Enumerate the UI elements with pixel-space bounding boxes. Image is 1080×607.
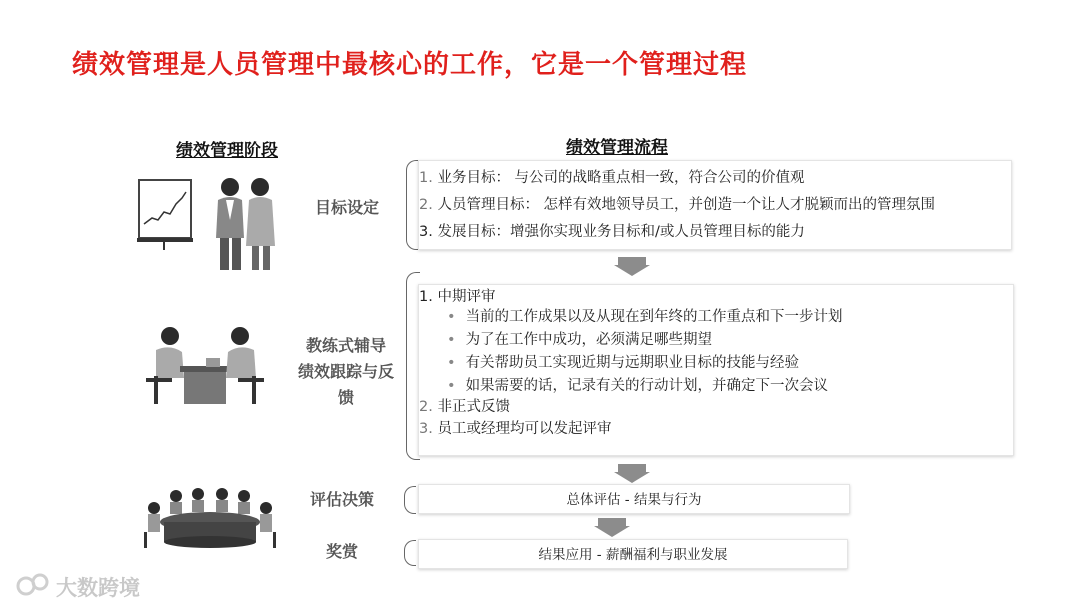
down-arrow-icon bbox=[594, 516, 630, 538]
bracket bbox=[404, 540, 416, 566]
page-title: 绩效管理是人员管理中最核心的工作，它是一个管理过程 bbox=[72, 50, 748, 80]
evaluation-box: 总体评估 - 结果与行为 bbox=[418, 484, 850, 514]
coaching-bullet: • 如果需要的话，记录有关的行动计划，并确定下一次会议 bbox=[447, 378, 829, 394]
goal-item-3: 3. 发展目标：增强你实现业务目标和/或人员管理目标的能力 bbox=[419, 224, 805, 240]
stage-reward: 奖赏 bbox=[325, 542, 358, 561]
coaching-bullet: • 当前的工作成果以及从现在到年终的工作重点和下一步计划 bbox=[447, 309, 843, 325]
coaching-meeting-icon bbox=[140, 318, 270, 408]
stages-column-header: 绩效管理阶段 bbox=[176, 141, 278, 161]
stage-coaching-feedback: 教练式辅导 绩效跟踪与反 馈 bbox=[297, 336, 394, 407]
stage-evaluation: 评估决策 bbox=[309, 490, 374, 509]
coaching-bullet: • 有关帮助员工实现近期与远期职业目标的技能与经验 bbox=[447, 355, 800, 371]
goal-setting-box bbox=[418, 160, 1012, 250]
coaching-item-3: 3. 员工或经理均可以发起评审 bbox=[419, 421, 612, 437]
down-arrow-icon bbox=[614, 462, 650, 484]
reward-box: 结果应用 - 薪酬福利与职业发展 bbox=[418, 539, 848, 569]
stage-goal-setting: 目标设定 bbox=[314, 198, 379, 217]
watermark-logo-icon bbox=[16, 572, 52, 598]
down-arrow-icon bbox=[614, 255, 650, 277]
bracket bbox=[404, 486, 416, 514]
watermark-text: 大数跨境 bbox=[56, 576, 140, 600]
chart-and-business-people-icon bbox=[134, 168, 284, 278]
coaching-bullet: • 为了在工作中成功，必须满足哪些期望 bbox=[447, 332, 713, 348]
coaching-item-1: 1. 中期评审 bbox=[419, 289, 496, 305]
coaching-box bbox=[418, 284, 1014, 456]
process-column-header: 绩效管理流程 bbox=[566, 138, 668, 158]
goal-item-2: 2. 人员管理目标： 怎样有效地领导员工，并创造一个让人才脱颖而出的管理氛围 bbox=[419, 197, 936, 213]
conference-table-icon bbox=[140, 486, 280, 552]
coaching-item-2: 2. 非正式反馈 bbox=[419, 399, 510, 415]
goal-item-1: 1. 业务目标： 与公司的战略重点相一致，符合公司的价值观 bbox=[419, 170, 805, 186]
